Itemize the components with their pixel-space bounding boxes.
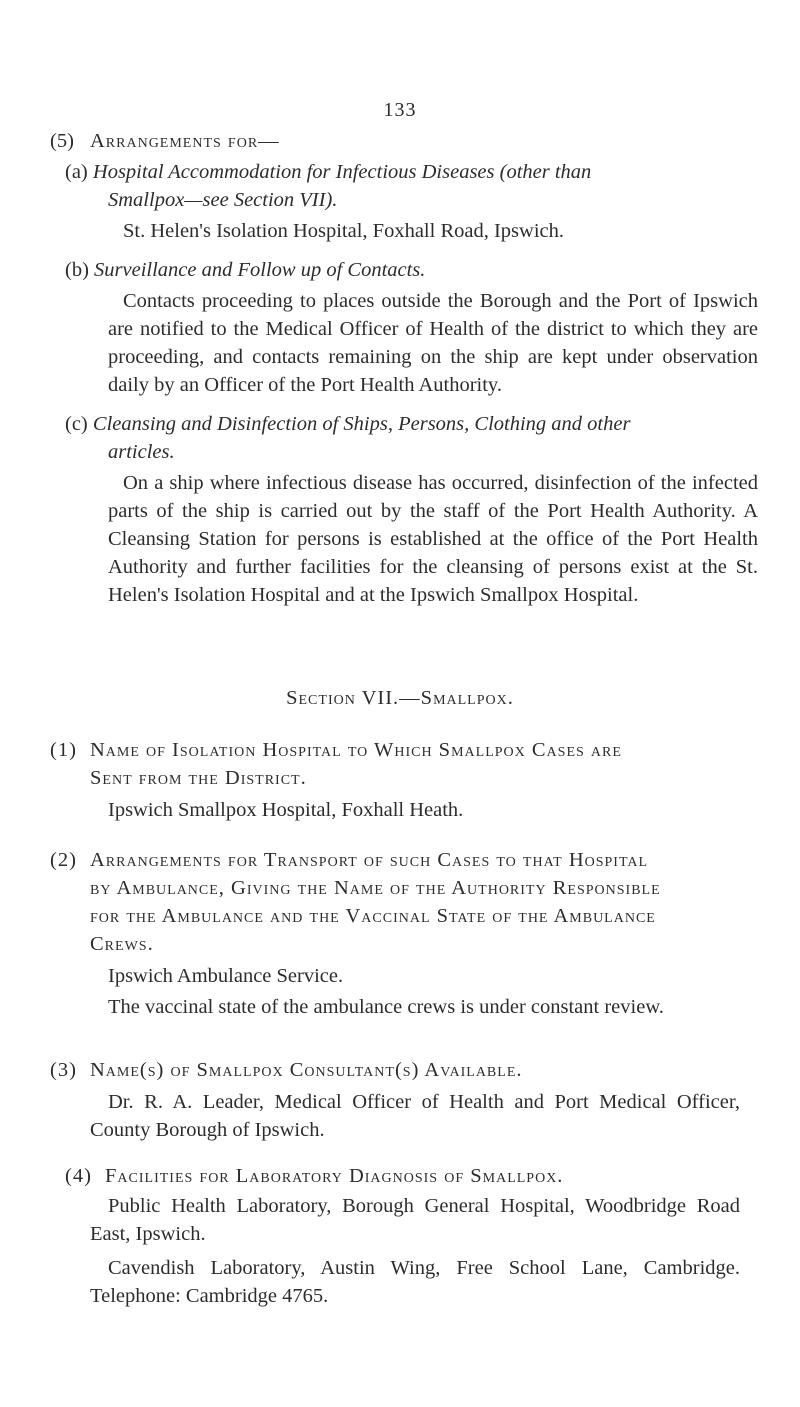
q4-text1: Public Health Laboratory, Borough General Hospital, Woodbridge Road East, Ipswich. — [90, 1195, 740, 1245]
q2-text2: The vaccinal state of the ambulance crews is under constant review. — [108, 996, 664, 1018]
s5c-title-line2: articles. — [108, 441, 175, 463]
s5a-text: St. Helen's Isolation Hospital, Foxhall Road, Ipswich. — [123, 220, 564, 242]
q3-title: Name(s) of Smallpox Consultant(s) Available. — [90, 1059, 523, 1081]
s5-heading — [50, 127, 750, 155]
s5b-title: Surveillance and Follow up of Contacts. — [94, 259, 426, 281]
s5a-label: (a) — [65, 161, 88, 183]
q1-title-line2: Sent from the District. — [90, 767, 307, 789]
q1-number: (1) — [50, 739, 77, 761]
q1-title-line1: Name of Isolation Hospital to Which Smallpox Cases are — [90, 739, 622, 761]
s5a-title-line1: Hospital Accommodation for Infectious Diseases (other than — [92, 161, 592, 183]
q1-heading-line1 — [50, 736, 770, 764]
q4-text2: Cavendish Laboratory, Austin Wing, Free School Lane, Cambridge. Telephone: Cambridge 4765. — [90, 1257, 740, 1307]
q3-text: Dr. R. A. Leader, Medical Officer of Health and Port Medical Officer, County Borough of Ipswich. — [90, 1091, 740, 1141]
s5-number: (5) — [50, 130, 74, 152]
page-number: 133 — [383, 99, 417, 121]
q4-heading — [65, 1162, 765, 1190]
q2-title-line4: Crews. — [90, 933, 154, 955]
q3-number: (3) — [50, 1059, 77, 1081]
s5-title: Arrangements for— — [90, 130, 280, 152]
q2-number: (2) — [50, 849, 77, 871]
q2-heading-line1 — [50, 846, 770, 874]
q4-number: (4) — [65, 1165, 92, 1187]
s5b-label: (b) — [65, 259, 89, 281]
s5b-heading — [65, 256, 765, 284]
s5c-text: On a ship where infectious disease has occurred, disinfection of the infected parts of the ship is carried out by the staff of the Port Health Authority. A Cleansing Station for persons is established at the office of the Port Health Authority and further facilities for the cleansing of persons exist at the St. Helen's Isolation Hospital and at the Ipswich Smallpox Hospital. — [108, 472, 758, 606]
q3-heading — [50, 1056, 770, 1084]
s5b-text: Contacts proceeding to places outside the Borough and the Port of Ipswich are notified to the Medical Officer of Health of the district to which they are proceeding, and contacts remaining on the ship are kept under observation daily by an Officer of the Port Health Authority. — [108, 290, 758, 396]
s5a-heading — [65, 158, 765, 186]
s5c-heading — [65, 410, 765, 438]
q2-title-line3: for the Ambulance and the Vaccinal State of the Ambulance — [90, 905, 656, 927]
s5c-title-line1: Cleansing and Disinfection of Ships, Persons, Clothing and other — [92, 413, 631, 435]
section7-title: Section VII.—Smallpox. — [286, 687, 514, 709]
q2-text1: Ipswich Ambulance Service. — [108, 965, 344, 987]
s5a-title-line2: Smallpox—see Section VII). — [108, 189, 338, 211]
s5c-label: (c) — [65, 413, 88, 435]
q1-text: Ipswich Smallpox Hospital, Foxhall Heath. — [108, 799, 464, 821]
q4-title: Facilities for Laboratory Diagnosis of Smallpox. — [105, 1165, 564, 1187]
q2-title-line2: by Ambulance, Giving the Name of the Authority Responsible — [90, 877, 661, 899]
q2-title-line1: Arrangements for Transport of such Cases to that Hospital — [90, 849, 649, 871]
